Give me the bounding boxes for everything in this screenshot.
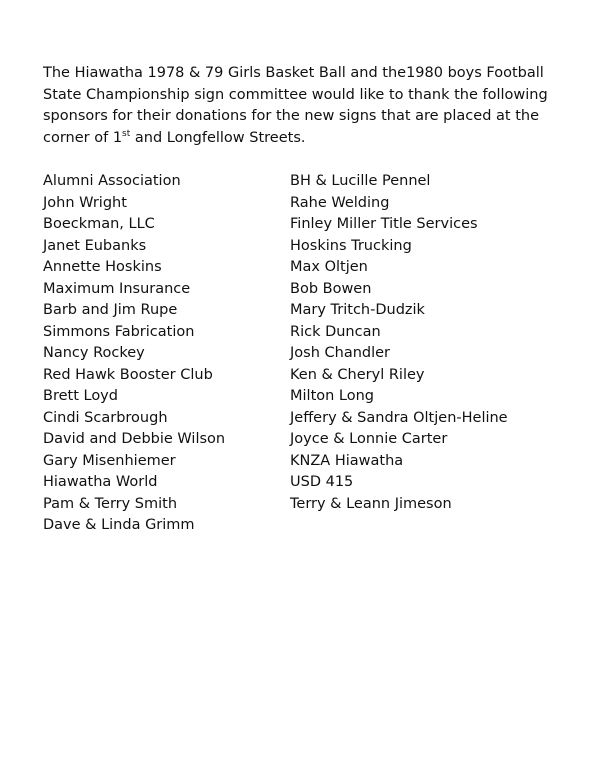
intro-text: and Longfellow Streets.	[130, 129, 306, 146]
sponsor-name: Dave & Linda Grimm	[43, 517, 195, 533]
sponsor-name: David and Debbie Wilson	[43, 431, 226, 447]
sponsor-name: Milton Long	[290, 388, 375, 404]
sponsor-name: Gary Misenhiemer	[43, 452, 176, 469]
intro-line: The Hiawatha 1978 & 79 Girls Basket Ball and the1980 boys Football	[43, 65, 544, 81]
sponsor-name: Barb and Jim Rupe	[43, 302, 178, 318]
sponsor-name: Alumni Association	[43, 173, 181, 189]
sponsor-name: BH & Lucille Pennel	[290, 173, 431, 189]
intro-text: corner of 1	[43, 129, 123, 146]
sponsor-name: Brett Loyd	[43, 388, 118, 404]
sponsor-name: Bob Bowen	[290, 280, 372, 297]
sponsor-name: Joyce & Lonnie Carter	[290, 431, 448, 447]
intro-line	[43, 128, 563, 150]
sponsor-name: Hoskins Trucking	[290, 237, 412, 254]
sponsor-name: Rahe Welding	[290, 194, 390, 211]
sponsor-name: Simmons Fabrication	[43, 323, 195, 340]
sponsor-name: Ken & Cheryl Riley	[290, 366, 425, 383]
sponsor-name: Annette Hoskins	[43, 259, 162, 275]
sponsor-name: Pam & Terry Smith	[43, 495, 178, 512]
sponsor-name: Hiawatha World	[43, 474, 158, 490]
sponsor-name: Jeffery & Sandra Oltjen-Heline	[290, 409, 508, 426]
sponsor-name: Boeckman, LLC	[43, 216, 155, 232]
sponsor-name: Terry & Leann Jimeson	[290, 495, 452, 512]
ordinal-suffix: st	[122, 128, 131, 139]
sponsor-list-left	[43, 171, 283, 537]
sponsor-name: Josh Chandler	[290, 345, 391, 361]
sponsor-name: Red Hawk Booster Club	[43, 366, 213, 383]
intro-paragraph	[43, 63, 563, 149]
sponsor-name: Max Oltjen	[290, 259, 368, 275]
sponsor-name: Cindi Scarbrough	[43, 409, 168, 426]
sponsor-name: USD 415	[290, 474, 354, 490]
sponsor-name: KNZA Hiawatha	[290, 452, 404, 469]
sponsor-name: Rick Duncan	[290, 323, 381, 340]
sponsor-name: Janet Eubanks	[43, 237, 147, 254]
sponsor-name: Nancy Rockey	[43, 345, 145, 361]
sponsor-name: Mary Tritch-Dudzik	[290, 302, 425, 318]
intro-line: sponsors for their donations for the new signs that are placed at the	[43, 108, 539, 124]
sponsor-name: Maximum Insurance	[43, 280, 191, 297]
sponsor-name: Finley Miller Title Services	[290, 216, 478, 232]
sponsor-name: John Wright	[43, 194, 127, 211]
intro-line: State Championship sign committee would like to thank the following	[43, 86, 548, 103]
sponsor-list-right	[290, 171, 570, 515]
